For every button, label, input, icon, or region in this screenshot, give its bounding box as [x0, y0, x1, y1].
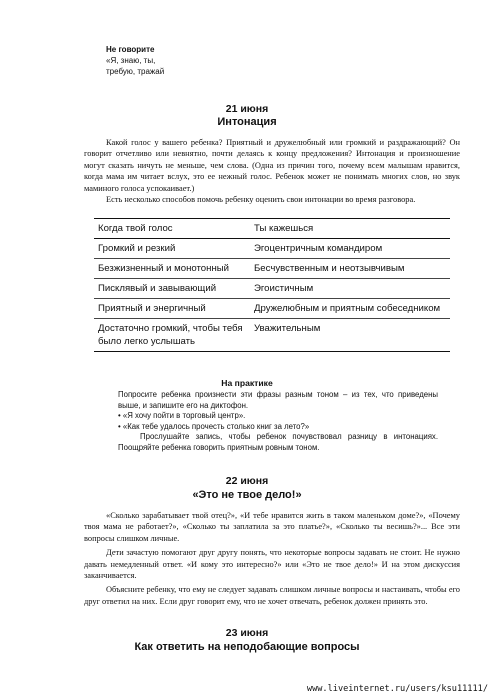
section-date: 21 июня	[225, 103, 269, 115]
section-date: 23 июня	[225, 627, 269, 639]
table-cell: Дружелюбным и приятным собеседником	[250, 299, 450, 319]
paragraph: Есть несколько способов помочь ребенку оценить свои интонации во время разговора.	[106, 195, 416, 205]
practice-body	[118, 390, 438, 454]
table-row	[94, 319, 450, 352]
table-header-row	[94, 219, 450, 239]
table-cell: Безжизненный и монотонный	[94, 259, 250, 279]
footer-url: www.liveinternet.ru/users/ksu11111/	[306, 684, 488, 694]
section-title: Интонация	[217, 116, 277, 128]
section-title: «Это не твое дело!»	[192, 489, 302, 501]
paragraph: Какой голос у вашего ребенка? Приятный и дружелюбный или громкий и раздражающий? Он говорит отчетливо или невнятно, почти делаясь к концу предложения? Интонация и произношение могут сказать ничуть не меньше, чем слова. (Одна из причин того, почему всем малышам нравится, когда мама им читает вслух, это ее нежный голос. Ребенок может не понимать многих слов, но звук маминого голоса успокаивает.)	[84, 138, 460, 193]
practice-bullet-1: • «Я хочу пойти в торговый центр».	[118, 411, 246, 421]
section-title: Как ответить на неподобающие вопросы	[134, 641, 360, 653]
section-body	[84, 510, 460, 607]
practice-bullet-2: • «Как тебе удалось прочесть столько книг за лето?»	[118, 421, 310, 431]
table-cell: Эгоистичным	[250, 279, 450, 299]
section-date: 22 июня	[225, 475, 269, 487]
table-cell: Уважительным	[250, 319, 450, 352]
bullet-text: «Я хочу пойти в торговый центр».	[122, 411, 246, 421]
table-header-cell: Когда твой голос	[94, 219, 250, 239]
table-header-cell: Ты кажешься	[250, 219, 450, 239]
practice-heading: На практике	[221, 378, 273, 388]
table-row	[94, 239, 450, 259]
section-body	[84, 137, 460, 205]
table-cell: Эгоцентричным командиром	[250, 239, 450, 259]
top-note-line: требую, тражай	[106, 67, 165, 76]
table-row	[94, 279, 450, 299]
top-note-line: Не говорите	[106, 45, 155, 54]
top-note-line: «Я, знаю, ты,	[106, 56, 156, 65]
table-cell: Достаточно громкий, чтобы тебя было легко услышать	[94, 319, 250, 352]
top-note	[106, 44, 306, 77]
table-row	[94, 299, 450, 319]
practice-text: Прослушайте запись, чтобы ребенок почувствовал разницу в интонациях. Поощряйте ребенка говорить приятным ровным тоном.	[118, 432, 438, 452]
paragraph: «Сколько зарабатывает твой отец?», «И тебе нравится жить в таком маленьком доме?», «Почему твоя мама не работает?», «Сколько ты заплатила за это платье?», «Сколько ты весишь?»... Все эти вопросы слишком личные.	[84, 511, 460, 543]
paragraph: Объясните ребенку, что ему не следует задавать слишком личные вопросы и настаивать, чтобы его друг ответил на них. Если друг говорит ему, что не хочет отвечать, ребенок должен принять это.	[84, 585, 460, 606]
table-cell: Писклявый и завывающий	[94, 279, 250, 299]
bullet-text: «Как тебе удалось прочесть столько книг за лето?»	[122, 421, 310, 431]
table-row	[94, 259, 450, 279]
table-cell: Приятный и энергичный	[94, 299, 250, 319]
practice-text: Попросите ребенка произнести эти фразы разным тоном – из тех, что приведены выше, и запишите его на диктофон.	[118, 390, 438, 410]
paragraph: Дети зачастую помогают друг другу понять, что некоторые вопросы задавать не стоит. Не нужно давать немедленный ответ. «И кому это интересно?» или «Это не твое дело!» И на этом дискуссия заканчивается.	[84, 548, 460, 581]
table-cell: Громкий и резкий	[94, 239, 250, 259]
table-cell: Бесчувственным и неотзывчивым	[250, 259, 450, 279]
tone-table	[94, 218, 450, 352]
